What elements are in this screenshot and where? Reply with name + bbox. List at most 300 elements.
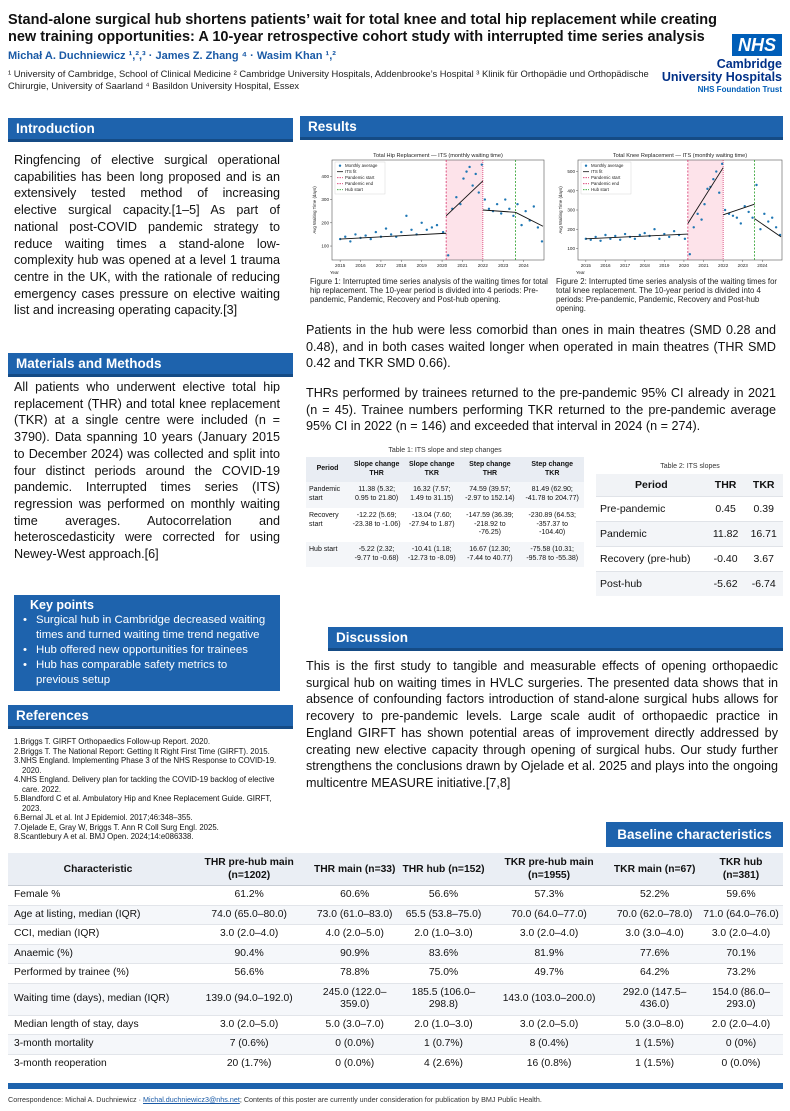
data-point — [594, 236, 596, 238]
data-point — [755, 184, 757, 186]
table-cell: CCI, median (IQR) — [8, 925, 188, 945]
reference-item: 5.Blandford C et al. Ambulatory Hip and Knee Replacement Guide. GIRFT, 2023. — [14, 794, 272, 813]
table-cell: -6.74 — [744, 572, 783, 597]
legend-label: Monthly average — [591, 163, 624, 168]
table-cell: Median length of stay, days — [8, 1015, 188, 1035]
y-tick-label: 200 — [321, 220, 329, 226]
table-cell: 49.7% — [488, 964, 610, 984]
nhs-logo — [660, 34, 782, 95]
data-point — [700, 218, 702, 220]
table-cell: 11.38 (5.32; 0.95 to 21.80) — [349, 482, 404, 507]
table-cell: 3.0 (2.0–4.0) — [188, 925, 310, 945]
table-row — [8, 983, 783, 1015]
table-cell: 292.0 (147.5–436.0) — [610, 983, 699, 1015]
reference-item: 1.Briggs T. GIRFT Orthopaedics Follow-up Report. 2020. — [14, 737, 211, 746]
references-heading: References — [8, 705, 293, 729]
table-cell: 16.71 — [744, 522, 783, 547]
table-cell: Anaemic (%) — [8, 944, 188, 964]
table-cell: 60.6% — [310, 886, 399, 906]
nhs-logo-line3: NHS Foundation Trust — [697, 85, 782, 94]
data-point — [520, 224, 522, 226]
table-header-cell: Step change THR — [459, 457, 520, 482]
its-fit-line — [586, 234, 688, 239]
data-point — [747, 211, 749, 213]
table-cell: 139.0 (94.0–192.0) — [188, 983, 310, 1015]
data-point — [447, 254, 449, 256]
data-point — [410, 229, 412, 231]
table-cell: 77.6% — [610, 944, 699, 964]
data-point — [364, 234, 366, 236]
data-point — [732, 215, 734, 217]
table-row — [8, 905, 783, 925]
data-point — [385, 227, 387, 229]
table-cell: 73.0 (61.0–83.0) — [310, 905, 399, 925]
table-cell: 2.0 (1.0–3.0) — [399, 1015, 488, 1035]
table-row — [596, 572, 783, 597]
table-cell: 11.82 — [707, 522, 745, 547]
x-tick-label: 2021 — [698, 263, 709, 268]
table-cell: 0 (0.0%) — [310, 1054, 399, 1073]
table-header-row — [8, 853, 783, 886]
figure-1 — [310, 150, 548, 304]
table-cell: 75.0% — [399, 964, 488, 984]
legend-label: ITS fit — [345, 169, 357, 174]
y-axis-label: Avg Waiting Time (days) — [558, 186, 563, 234]
table-cell: 2.0 (2.0–4.0) — [699, 1015, 783, 1035]
data-point — [767, 220, 769, 222]
data-point — [740, 222, 742, 224]
table-cell: 64.2% — [610, 964, 699, 984]
y-tick-label: 100 — [567, 246, 575, 252]
table-cell: 74.59 (39.57; -2.97 to 152.14) — [459, 482, 520, 507]
data-point — [706, 188, 708, 190]
table-cell: 52.2% — [610, 886, 699, 906]
table-cell: 245.0 (122.0–359.0) — [310, 983, 399, 1015]
key-points-box — [14, 595, 280, 691]
data-point — [349, 240, 351, 242]
table-header-row — [306, 457, 584, 482]
data-point — [484, 198, 486, 200]
data-point — [775, 226, 777, 228]
table-cell: -75.58 (10.31; -95.78 to -55.38) — [520, 542, 584, 567]
data-point — [390, 233, 392, 235]
table-header-cell: Step change TKR — [520, 457, 584, 482]
table-header-cell: Characteristic — [8, 853, 188, 886]
x-tick-label: 2015 — [580, 263, 591, 268]
data-point — [599, 240, 601, 242]
table-cell: 5.0 (3.0–7.0) — [310, 1015, 399, 1035]
results-heading: Results — [300, 116, 783, 140]
thr-its-chart — [310, 150, 548, 276]
table-header-cell: THR — [707, 474, 745, 497]
table-header-cell: THR pre-hub main (n=1202) — [188, 853, 310, 886]
data-point — [724, 209, 726, 211]
data-point — [465, 170, 467, 172]
key-point-item: • Surgical hub in Cambridge decreased waiting times and turned waiting time trend negative — [22, 613, 272, 643]
x-tick-label: 2023 — [737, 263, 748, 268]
methods-heading: Materials and Methods — [8, 353, 293, 377]
table-header-cell: Period — [306, 457, 349, 482]
baseline-heading: Baseline characteristics — [606, 822, 783, 847]
table-cell: 0 (0.0%) — [310, 1035, 399, 1055]
results-text-2: THRs performed by trainees returned to the pre-pandemic 95% CI already in 2021 (n = 45). Trainee numbers performing TKR returned to the pre-pandemic average 95% CI in 2022 (n = 146) and exceeded that interval in 2024 (n = 274). — [306, 386, 776, 434]
data-point — [524, 210, 526, 212]
data-point — [715, 170, 717, 172]
x-tick-label: 2019 — [659, 263, 670, 268]
table-cell: 2.0 (1.0–3.0) — [399, 925, 488, 945]
references-list — [14, 737, 289, 842]
its-slope-step-table — [306, 457, 584, 567]
legend-label: ITS fit — [591, 169, 603, 174]
legend-marker — [585, 165, 587, 167]
x-tick-label: 2016 — [355, 263, 366, 268]
x-tick-label: 2020 — [678, 263, 690, 268]
data-point — [718, 191, 720, 193]
table-row — [8, 1054, 783, 1073]
y-tick-label: 400 — [567, 188, 575, 194]
y-axis-label: Avg Waiting Time (days) — [312, 186, 317, 234]
table-cell: 0.45 — [707, 497, 745, 522]
x-tick-label: 2018 — [396, 263, 407, 268]
its-fit-line — [483, 210, 516, 212]
data-point — [684, 238, 686, 240]
table-cell: 3.0 (2.0–5.0) — [488, 1015, 610, 1035]
data-point — [619, 239, 621, 241]
author-list: Michał A. Duchniewicz ¹,²,³ · James Z. Zhang ⁴ · Wasim Khan ¹,² — [8, 50, 336, 62]
table-cell: 16.67 (12.30; -7.44 to 40.77) — [459, 542, 520, 567]
data-point — [703, 203, 705, 205]
table-cell: 73.2% — [699, 964, 783, 984]
table-cell: Pandemic — [596, 522, 707, 547]
nhs-logo-line2: University Hospitals — [661, 70, 782, 84]
table-cell: 70.0 (64.0–77.0) — [488, 905, 610, 925]
table-cell: -0.40 — [707, 547, 745, 572]
table-cell: 56.6% — [188, 964, 310, 984]
x-tick-label: 2024 — [757, 263, 768, 268]
x-tick-label: 2016 — [600, 263, 611, 268]
y-tick-label: 500 — [567, 169, 575, 175]
footer-suffix: ; Contents of this poster are currently under consideration for publication by BMJ Public Health. — [239, 1095, 542, 1104]
data-point — [763, 213, 765, 215]
table-cell: Recovery (pre-hub) — [596, 547, 707, 572]
table-cell: -13.04 (7.60; -27.94 to 1.87) — [404, 508, 459, 542]
introduction-text: Ringfencing of elective surgical operational capabilities has been long proposed and is an extensively tested method of increasing elective surgical capacity.[1–5] As part of national post-COVID pandemic strategy to reduce waiting times a stand-alone low-complexity hub was opened at a level 1 trauma centre in the UK, with the rationale of reducing emergency cases pressure on elective waiting list and increasing operating capacity.[3] — [14, 153, 280, 318]
table-row — [596, 547, 783, 572]
table-cell: 5.0 (3.0–8.0) — [610, 1015, 699, 1035]
table-cell: Female % — [8, 886, 188, 906]
table-cell: 4 (2.6%) — [399, 1054, 488, 1073]
correspondence-email-link[interactable]: Michal.duchniewicz3@nhs.net — [143, 1095, 240, 1104]
reference-item: 4.NHS England. Delivery plan for tackling the COVID-19 backlog of elective care. 2022. — [14, 775, 275, 794]
footer-prefix: Correspondence: Michał A. Duchniewicz · — [8, 1095, 144, 1104]
data-point — [771, 216, 773, 218]
legend-label: Pandemic start — [345, 175, 375, 180]
affiliations: ¹ University of Cambridge, School of Clinical Medicine ² Cambridge University Hospitals, Addenbrooke’s Hospital ³ Klinik für Orthopädie und Orthopädische Chirurgie, University of Saarland ⁴ Basildon University Hospital, Essex — [8, 68, 649, 91]
table-cell: 20 (1.7%) — [188, 1054, 310, 1073]
its-fit-line — [515, 212, 543, 226]
table-1-caption: Table 1: ITS slope and step changes — [388, 447, 502, 454]
table-cell: -5.22 (2.32; -9.77 to -0.68) — [349, 542, 404, 567]
poster-title: Stand-alone surgical hub shortens patients’ wait for total knee and total hip replacement while creating new training opportunities: A 10-year retrospective cohort study with interrupted time series analysis — [8, 12, 718, 45]
table-cell: 59.6% — [699, 886, 783, 906]
chart-legend — [335, 162, 385, 194]
x-tick-label: 2024 — [518, 263, 529, 268]
table-cell: 3-month mortality — [8, 1035, 188, 1055]
data-point — [712, 178, 714, 180]
table-cell: 81.49 (62.90; -41.78 to 204.77) — [520, 482, 584, 507]
table-cell: 61.2% — [188, 886, 310, 906]
data-point — [436, 224, 438, 226]
table-cell: 1 (1.5%) — [610, 1054, 699, 1073]
data-point — [500, 212, 502, 214]
data-point — [426, 229, 428, 231]
data-point — [696, 213, 698, 215]
table-header-cell: THR hub (n=152) — [399, 853, 488, 886]
reference-item: 8.Scantlebury A et al. BMJ Open. 2024;14:e086338. — [14, 832, 194, 841]
data-point — [643, 232, 645, 234]
data-point — [475, 173, 477, 175]
key-point-item: • Hub offered new opportunities for trainees — [22, 643, 272, 658]
key-points-heading: Key points — [30, 598, 94, 612]
footer — [8, 1095, 783, 1104]
data-point — [537, 226, 539, 228]
data-point — [634, 238, 636, 240]
table-header-cell: TKR pre-hub main (n=1955) — [488, 853, 610, 886]
figure-2 — [556, 150, 786, 313]
table-header-cell: TKR — [744, 474, 783, 497]
table-cell: 57.3% — [488, 886, 610, 906]
data-point — [471, 184, 473, 186]
table-cell: 3.67 — [744, 547, 783, 572]
table-cell: 1 (1.5%) — [610, 1035, 699, 1055]
data-point — [405, 215, 407, 217]
data-point — [420, 222, 422, 224]
data-point — [496, 203, 498, 205]
data-point — [370, 238, 372, 240]
x-tick-label: 2022 — [718, 263, 729, 268]
table-cell: -147.59 (36.39; -218.92 to -76.25) — [459, 508, 520, 542]
discussion-heading: Discussion — [328, 627, 783, 651]
legend-label: Monthly average — [345, 163, 378, 168]
table-row — [306, 542, 584, 567]
table-cell: Post-hub — [596, 572, 707, 597]
table-cell: Hub start — [306, 542, 349, 567]
table-cell: 185.5 (106.0–298.8) — [399, 983, 488, 1015]
x-tick-label: 2020 — [436, 263, 448, 268]
legend-label: Hub start — [591, 187, 609, 192]
table-cell: 0.39 — [744, 497, 783, 522]
data-point — [614, 235, 616, 237]
table-cell: 56.6% — [399, 886, 488, 906]
figure-1-caption: Figure 1: Interrupted time series analysis of the waiting times for total hip replacement. The 10-year period is divided into 4 periods: Pre-pandemic, Pandemic, Recovery and Post-hub opening. — [310, 277, 548, 304]
table-cell: -230.89 (64.53; -357.37 to -104.40) — [520, 508, 584, 542]
y-tick-label: 300 — [567, 207, 575, 213]
y-tick-label: 200 — [567, 226, 575, 232]
x-tick-label: 2021 — [457, 263, 468, 268]
table-cell: Waiting time (days), median (IQR) — [8, 983, 188, 1015]
data-point — [455, 196, 457, 198]
table-cell: 16 (0.8%) — [488, 1054, 610, 1073]
table-cell: 74.0 (65.0–80.0) — [188, 905, 310, 925]
data-point — [541, 240, 543, 242]
data-point — [668, 236, 670, 238]
legend-label: Pandemic end — [345, 181, 374, 186]
table-cell: -5.62 — [707, 572, 745, 597]
table-cell: 83.6% — [399, 944, 488, 964]
figure-2-caption: Figure 2: Interrupted time series analysis of the waiting times for total knee replacement. The 10-year period is divided into 4 periods: Pre-pandemic, Pandemic, Recovery and Post-hub opening. — [556, 277, 778, 313]
chart-title: Total Hip Replacement — ITS (monthly waiting time) — [373, 153, 503, 159]
tkr-its-chart — [556, 150, 786, 276]
table-header-cell: Slope change THR — [349, 457, 404, 482]
table-cell: 3.0 (2.0–4.0) — [488, 925, 610, 945]
nhs-logo-box: NHS — [732, 34, 782, 56]
table-cell: Pandemic start — [306, 482, 349, 507]
data-point — [481, 163, 483, 165]
x-tick-label: 2015 — [335, 263, 346, 268]
baseline-table — [8, 853, 783, 1073]
table-cell: 71.0 (64.0–76.0) — [699, 905, 783, 925]
table-cell: 0 (0%) — [699, 1035, 783, 1055]
data-point — [759, 228, 761, 230]
table-header-cell: TKR hub (n=381) — [699, 853, 783, 886]
data-point — [721, 163, 723, 165]
table-cell: 70.0 (62.0–78.0) — [610, 905, 699, 925]
table-cell: 8 (0.4%) — [488, 1035, 610, 1055]
x-tick-label: 2019 — [416, 263, 427, 268]
chart-title: Total Knee Replacement — ITS (monthly waiting time) — [612, 153, 748, 159]
data-point — [504, 198, 506, 200]
table-cell: Performed by trainee (%) — [8, 964, 188, 984]
table-cell: 90.9% — [310, 944, 399, 964]
legend-label: Pandemic end — [591, 181, 620, 186]
data-point — [431, 226, 433, 228]
data-point — [736, 216, 738, 218]
table-cell: Age at listing, median (IQR) — [8, 905, 188, 925]
table-row — [306, 482, 584, 507]
data-point — [604, 234, 606, 236]
reference-item: 6.Bernal JL et al. Int J Epidemiol. 2017;46:348–355. — [14, 813, 193, 822]
data-point — [624, 233, 626, 235]
data-point — [478, 191, 480, 193]
data-point — [508, 208, 510, 210]
data-point — [751, 216, 753, 218]
x-tick-label: 2017 — [375, 263, 387, 268]
table-cell: Pre-pandemic — [596, 497, 707, 522]
data-point — [488, 208, 490, 210]
legend-label: Pandemic start — [591, 175, 621, 180]
footer-bar — [8, 1083, 783, 1089]
x-tick-label: 2018 — [639, 263, 650, 268]
legend-marker — [339, 165, 341, 167]
table-row — [8, 925, 783, 945]
table-cell: 0 (0.0%) — [699, 1054, 783, 1073]
data-point — [400, 231, 402, 233]
data-point — [344, 236, 346, 238]
data-point — [516, 203, 518, 205]
data-point — [673, 230, 675, 232]
table-cell: 70.1% — [699, 944, 783, 964]
table-cell: 7 (0.6%) — [188, 1035, 310, 1055]
table-cell: 16.32 (7.57; 1.49 to 31.15) — [404, 482, 459, 507]
pandemic-shade — [688, 160, 723, 260]
reference-item: 2.Briggs T. The National Report: Getting It Right First Time (GIRFT). 2015. — [14, 746, 270, 756]
table-row — [8, 886, 783, 906]
table-cell: 3.0 (2.0–4.0) — [699, 925, 783, 945]
data-point — [653, 228, 655, 230]
reference-item: 7.Ojelade E, Gray W, Briggs T. Ann R Coll Surg Engl. 2025. — [14, 822, 219, 832]
y-tick-label: 300 — [321, 197, 329, 203]
nhs-logo-line1: Cambridge — [716, 57, 782, 71]
table-row — [8, 1035, 783, 1055]
table-cell: 65.5 (53.8–75.0) — [399, 905, 488, 925]
table-row — [596, 522, 783, 547]
table-cell: 90.4% — [188, 944, 310, 964]
table-cell: 78.8% — [310, 964, 399, 984]
table-cell: -10.41 (1.18; -12.73 to -8.09) — [404, 542, 459, 567]
key-point-item: • Hub has comparable safety metrics to previous setup — [22, 658, 272, 688]
chart-legend — [581, 162, 631, 194]
table-row — [8, 944, 783, 964]
table-cell: 81.9% — [488, 944, 610, 964]
table-header-row — [596, 474, 783, 497]
data-point — [462, 177, 464, 179]
table-header-cell: Period — [596, 474, 707, 497]
x-tick-label: 2017 — [619, 263, 631, 268]
table-cell: -12.22 (5.69; -23.38 to -1.06) — [349, 508, 404, 542]
x-axis-label: Year — [576, 270, 585, 275]
discussion-text: This is the first study to tangible and measurable effects of opening orthopaedic surgical hub on waiting times in HVLC surgeries. The presented data shows that in absence of confounding factors introduction of stand-alone surgical hubs allows for recovery to pre-pandemic levels. Large scale audit of orthopaedic practice in England GIRFT has shown potential areas of improvement directly addressed by creating new elective capacity through opening of surgical hubs. Our study further strengthens the conclusions drawn by Ojelade et al. 2025 and plays into the ongoing multicentre MEASURE initiative.[7,8] — [306, 659, 778, 790]
x-tick-label: 2023 — [498, 263, 509, 268]
table-row — [306, 508, 584, 542]
legend-label: Hub start — [345, 187, 363, 192]
data-point — [689, 253, 691, 255]
table-header-cell: TKR main (n=67) — [610, 853, 699, 886]
x-tick-label: 2022 — [477, 263, 488, 268]
table-2-caption: Table 2: ITS slopes — [660, 463, 720, 470]
table-cell: 3.0 (2.0–5.0) — [188, 1015, 310, 1035]
y-tick-label: 400 — [321, 173, 329, 179]
table-header-cell: Slope change TKR — [404, 457, 459, 482]
table-cell: 3-month reoperation — [8, 1054, 188, 1073]
methods-text: All patients who underwent elective total hip replacement (THR) and total knee replacement (TKR) at a single centre were included (n = 3790). Data spanning 10 years (January 2015 to December 2024) was collected and split into four distinct periods around the COVID-19 pandemic. Interrupted times series (ITS) regression was performed on monthly waiting time averages. Autocorrelation and heteroscedasticity were corrected for using Newey-West approach.[6] — [14, 380, 280, 562]
data-point — [354, 233, 356, 235]
table-cell: 143.0 (103.0–200.0) — [488, 983, 610, 1015]
table-cell: 1 (0.7%) — [399, 1035, 488, 1055]
introduction-heading: Introduction — [8, 118, 293, 142]
data-point — [693, 226, 695, 228]
data-point — [658, 238, 660, 240]
key-points-list — [22, 613, 272, 688]
y-tick-label: 100 — [321, 243, 329, 249]
results-text-1: Patients in the hub were less comorbid than ones in main theatres (SMD 0.28 and 0.48), and in both cases waited longer when operated in main theatres (THR SMD 0.42 and TKR SMD 0.66). — [306, 323, 776, 371]
x-axis-label: Year — [330, 270, 339, 275]
table-cell: 4.0 (2.0–5.0) — [310, 925, 399, 945]
data-point — [533, 205, 535, 207]
table-cell: 3.0 (3.0–4.0) — [610, 925, 699, 945]
table-row — [596, 497, 783, 522]
table-row — [8, 964, 783, 984]
data-point — [468, 166, 470, 168]
reference-item: 3.NHS England. Implementing Phase 3 of the NHS Response to COVID-19. 2020. — [14, 756, 277, 775]
table-cell: Recovery start — [306, 508, 349, 542]
table-cell: 154.0 (86.0–293.0) — [699, 983, 783, 1015]
data-point — [512, 215, 514, 217]
its-slopes-table — [596, 474, 783, 596]
data-point — [375, 231, 377, 233]
table-header-cell: THR main (n=33) — [310, 853, 399, 886]
its-fit-line — [723, 204, 754, 215]
table-row — [8, 1015, 783, 1035]
